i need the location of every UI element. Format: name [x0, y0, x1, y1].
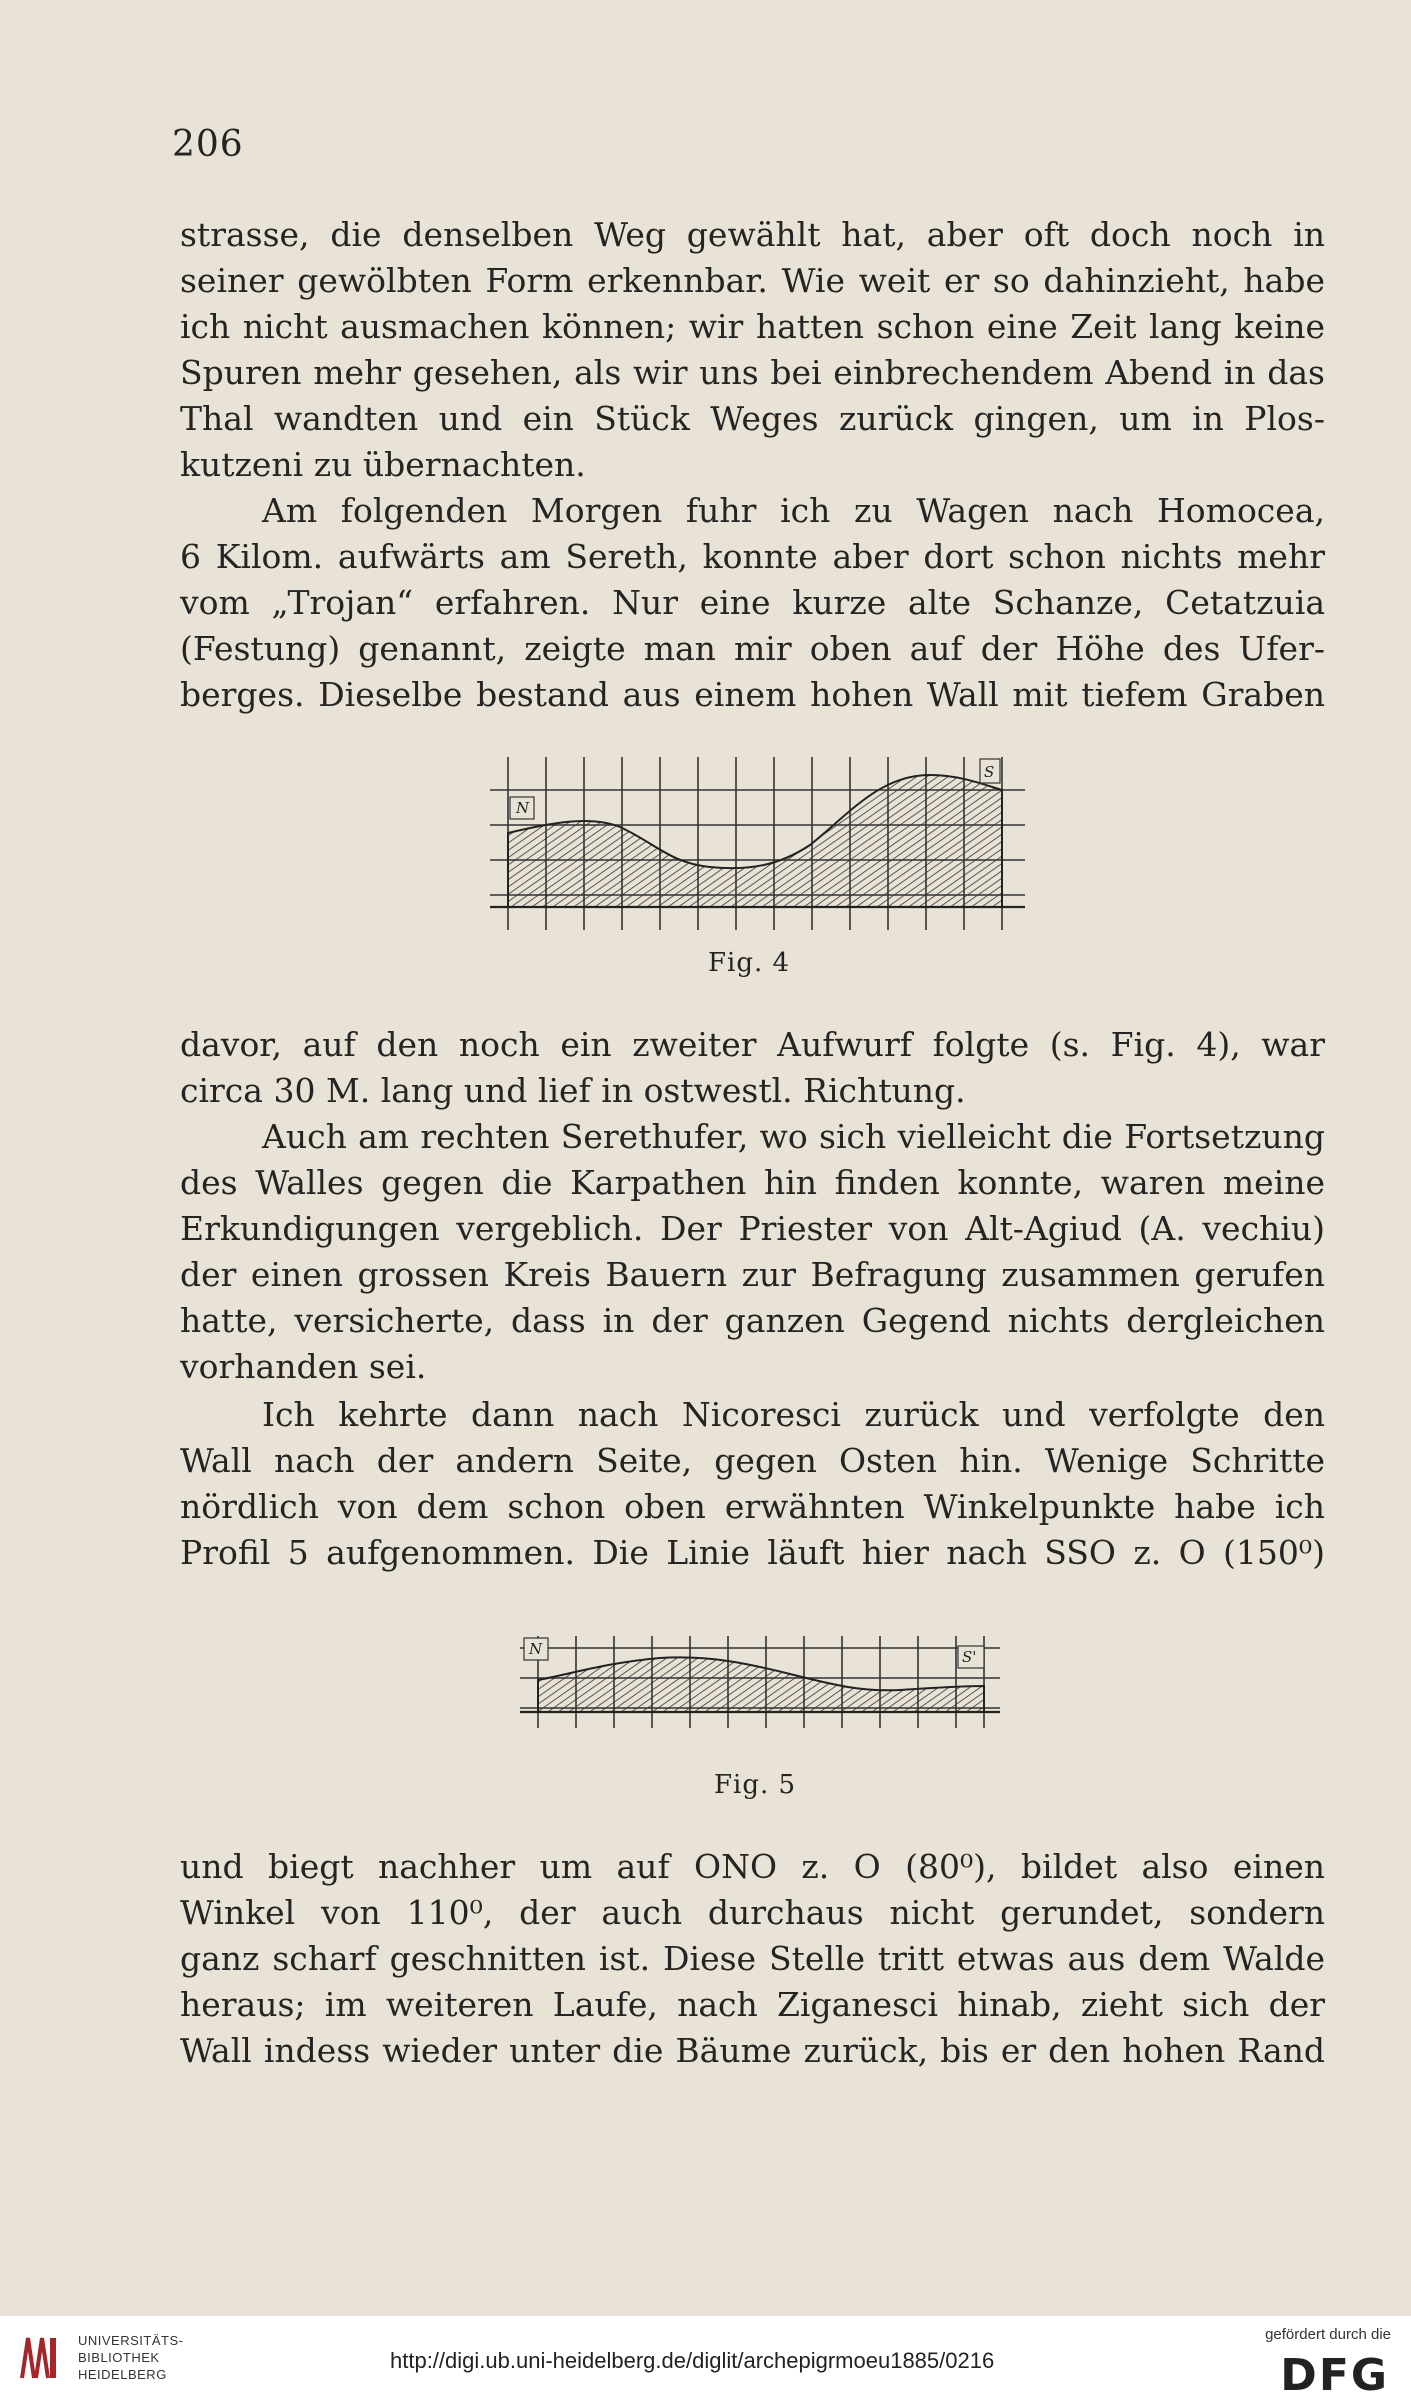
dfg-logo: DFG	[1280, 2350, 1389, 2401]
fig4-label-north: N	[516, 799, 530, 817]
text-line: strasse, die denselben Weg gewählt hat, aber oft doch noch in	[180, 215, 1325, 254]
text-line: (Festung) genannt, zeigte man mir oben auf der Höhe des Ufer-	[180, 629, 1325, 668]
text-line: berges. Dieselbe bestand aus einem hohen Wall mit tiefem Graben	[180, 675, 1325, 714]
institution-line: HEIDELBERG	[78, 2367, 167, 2382]
fig5-earthwork-profile	[538, 1657, 984, 1712]
text-line: Ich kehrte dann nach Nicoresci zurück und verfolgte den	[262, 1395, 1325, 1434]
figure-5	[510, 1628, 1010, 1738]
text-line: ganz scharf geschnitten ist. Diese Stelle tritt etwas aus dem Walde	[180, 1939, 1325, 1978]
fig5-label-south: S'	[962, 1648, 977, 1666]
text-line: des Walles gegen die Karpathen hin finden konnte, waren meine	[180, 1163, 1325, 1202]
text-line: Wall indess wieder unter die Bäume zurück, bis er den hohen Rand	[180, 2031, 1325, 2070]
institution-name	[78, 2332, 183, 2383]
text-line: der einen grossen Kreis Bauern zur Befragung zusammen gerufen	[180, 1255, 1325, 1294]
fig5-profile-diagram	[510, 1628, 1010, 1738]
text-line: Spuren mehr gesehen, als wir uns bei einbrechendem Abend in das	[180, 353, 1325, 392]
text-line: heraus; im weiteren Laufe, nach Ziganesci hinab, zieht sich der	[180, 1985, 1325, 2024]
funded-by-text: gefördert durch die	[1265, 2326, 1391, 2343]
text-line: und biegt nachher um auf ONO z. O (80⁰), bildet also einen	[180, 1847, 1325, 1886]
fig5-label-north: N	[529, 1640, 543, 1658]
text-line: vorhanden sei.	[180, 1347, 427, 1386]
digitization-footer	[0, 2316, 1411, 2404]
text-line: Auch am rechten Serethufer, wo sich vielleicht die Fortsetzung	[262, 1117, 1325, 1156]
paragraph-5	[180, 1392, 1325, 1576]
fig4-caption: Fig. 4	[708, 948, 791, 978]
fig4-earthwork-profile	[508, 775, 1002, 907]
paragraph-3	[180, 1022, 1325, 1114]
text-line: Wall nach der andern Seite, gegen Osten hin. Wenige Schritte	[180, 1441, 1325, 1480]
text-line: Winkel von 110⁰, der auch durchaus nicht gerundet, sondern	[180, 1893, 1325, 1932]
text-line: ich nicht ausmachen können; wir hatten schon eine Zeit lang keine	[180, 307, 1325, 346]
page-number: 206	[172, 124, 244, 165]
text-line: Am folgenden Morgen fuhr ich zu Wagen nach Homocea,	[262, 491, 1325, 530]
fig5-caption: Fig. 5	[714, 1770, 797, 1800]
text-line: Thal wandten und ein Stück Weges zurück gingen, um in Plos-	[180, 399, 1325, 438]
institution-line: UNIVERSITÄTS-	[78, 2333, 184, 2348]
text-line: nördlich von dem schon oben erwähnten Winkelpunkte habe ich	[180, 1487, 1325, 1526]
text-line: hatte, versicherte, dass in der ganzen Gegend nichts dergleichen	[180, 1301, 1325, 1340]
text-line: Erkundigungen vergeblich. Der Priester von Alt-Agiud (A. vechiu)	[180, 1209, 1325, 1248]
paragraph-1	[180, 212, 1325, 488]
fig4-profile-diagram	[480, 745, 1030, 945]
paragraph-2	[180, 488, 1325, 718]
text-line: davor, auf den noch ein zweiter Aufwurf folgte (s. Fig. 4), war	[180, 1025, 1325, 1064]
paragraph-6	[180, 1844, 1325, 2074]
text-line: seiner gewölbten Form erkennbar. Wie weit er so dahinzieht, habe	[180, 261, 1325, 300]
fig4-label-south: S	[984, 763, 995, 781]
figure-4	[480, 745, 1030, 945]
text-line: Profil 5 aufgenommen. Die Linie läuft hier nach SSO z. O (150⁰)	[180, 1533, 1325, 1572]
institution-line: BIBLIOTHEK	[78, 2350, 160, 2365]
permalink[interactable]: http://digi.ub.uni-heidelberg.de/diglit/archepigrmoeu1885/0216	[390, 2348, 995, 2373]
university-library-logo	[14, 2330, 70, 2386]
text-line: kutzeni zu übernachten.	[180, 445, 586, 484]
text-line: 6 Kilom. aufwärts am Sereth, konnte aber dort schon nichts mehr	[180, 537, 1325, 576]
paragraph-4	[180, 1114, 1325, 1390]
text-line: vom „Trojan“ erfahren. Nur eine kurze alte Schanze, Cetatzuia	[180, 583, 1325, 622]
text-line: circa 30 M. lang und lief in ostwestl. Richtung.	[180, 1071, 966, 1110]
